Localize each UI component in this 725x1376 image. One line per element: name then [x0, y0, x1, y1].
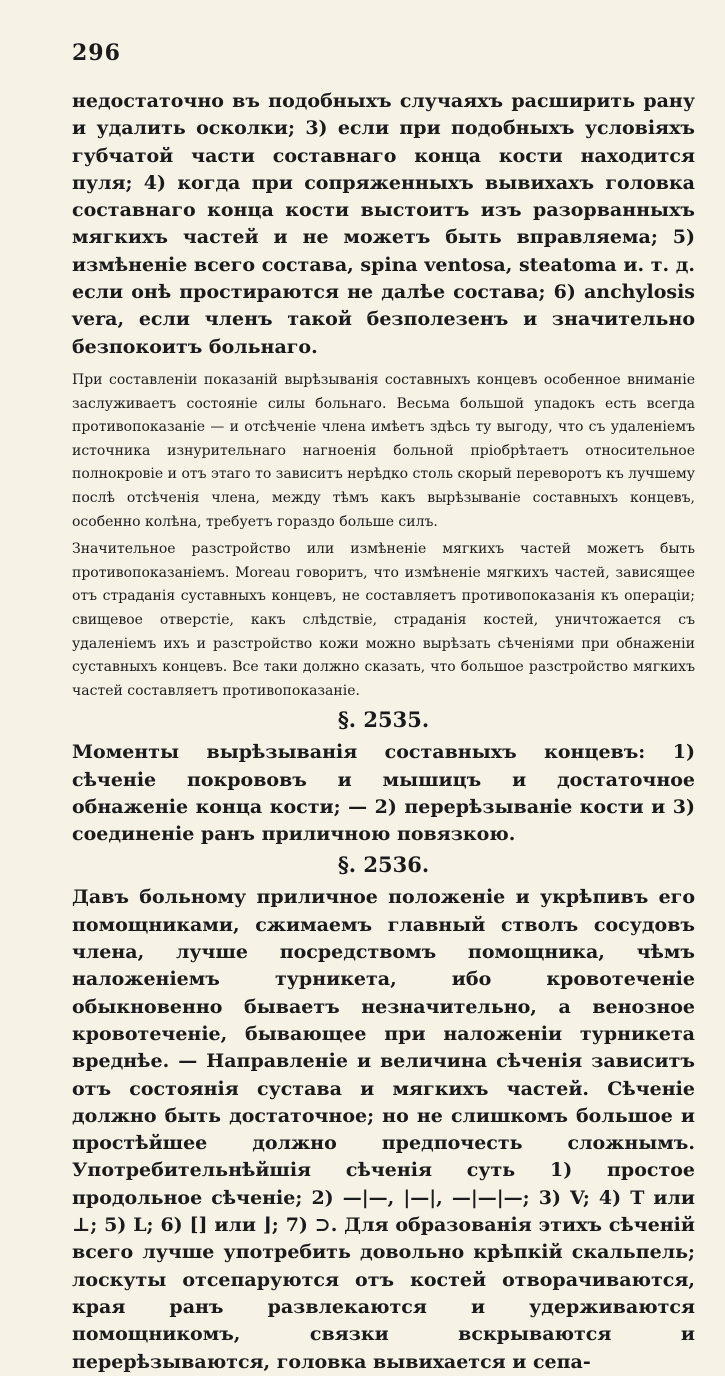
top-paragraph: недостаточно въ подобныхъ случаяхъ расширить рану и удалить осколки; 3) если при подобныхъ условіяхъ губчатой части составнаго конца кости находится пуля; 4) когда при сопряженныхъ вывихахъ головка составнаго конца кости выстоитъ изъ разорванныхъ мягкихъ частей и не можетъ быть вправляема; 5) измѣненіе всего состава, spina ventosa, steatoma и. т. д. если онѣ простираются не далѣе состава; 6) anchylosis vera, если членъ такой безполезенъ и значительно безпокоитъ больнаго.: [72, 90, 695, 358]
small-paragraph-strength: При составленіи показаній вырѣзыванія составныхъ концевъ особенное вниманіе заслуживаетъ состояніе силы больнаго. Весьма большой упадокъ есть всегда противопоказаніе — и отсѣченіе члена имѣетъ здѣсь ту выгоду, что съ удаленіемъ источника изнурительнаго нагноенія больной пріобрѣтаетъ относительное полнокровіе и отъ этаго то зависитъ нерѣдко столь скорый переворотъ къ лучшему послѣ отсѣченія члена, между тѣмъ какъ вырѣзываніе составныхъ концевъ, особенно колѣна, требуетъ гораздо больше силъ.: [72, 371, 695, 530]
section-text-2535: Моменты вырѣзыванія составныхъ концевъ: 1) сѣченіе покрововъ и мышицъ и достаточное обнаженіе конца кости; — 2) перерѣзываніе кости и 3) соединеніе ранъ приличною повязкою.: [72, 741, 695, 846]
section-text-2536: Давъ больному приличное положеніе и укрѣпивъ его помощниками, сжимаемъ главный стволъ сосудовъ члена, лучше посредствомъ помощника, чѣмъ наложеніемъ турникета, ибо кровотеченіе обыкновенно бываетъ незначительно, а венозное кровотеченіе, бывающее при наложеніи турникета вреднѣе. — Направленіе и величина сѣченія зависитъ отъ состоянія сустава и мягкихъ частей. Сѣченіе должно быть достаточное; но не слишкомъ большое и простѣйшее должно предпочесть сложнымъ. Употребительнѣйшія сѣченія суть 1) простое продольное сѣченіе; 2) —|—, |—|, —|—|—; 3) V; 4) T или ⊥; 5) L; 6) [] или ⌋; 7) ⊃. Для образованія этихъ сѣченій всего лучше употребить довольно крѣпкій скальпель; лоскуты отсепаруются отъ костей отворачиваются, края ранъ развлекаются и удерживаются помощникомъ, связки вскрываются и перерѣзываются, головка вывихается и сепа-: [72, 886, 695, 1373]
small-paragraph-soft-tissue: Значительное разстройство или измѣненіе мягкихъ частей можетъ быть противопоказаніемъ. Moreau говоритъ, что измѣненіе мягкихъ частей, зависящее отъ страданія суставныхъ концевъ, не составляетъ противопоказанія къ операціи; свищевое отверстіе, какъ слѣдствіе, страданія костей, уничтожается съ удаленіемъ ихъ и разстройство кожи можно вырѣзать сѣченіями при обнаженіи суставныхъ концевъ. Все таки должно сказать, что большое разстройство мягкихъ частей составляетъ противопоказаніе.: [72, 541, 695, 699]
section-heading-2535: §. 2535.: [337, 707, 430, 733]
page-number: 296: [72, 40, 121, 66]
section-heading-2536: §. 2536.: [337, 852, 430, 878]
